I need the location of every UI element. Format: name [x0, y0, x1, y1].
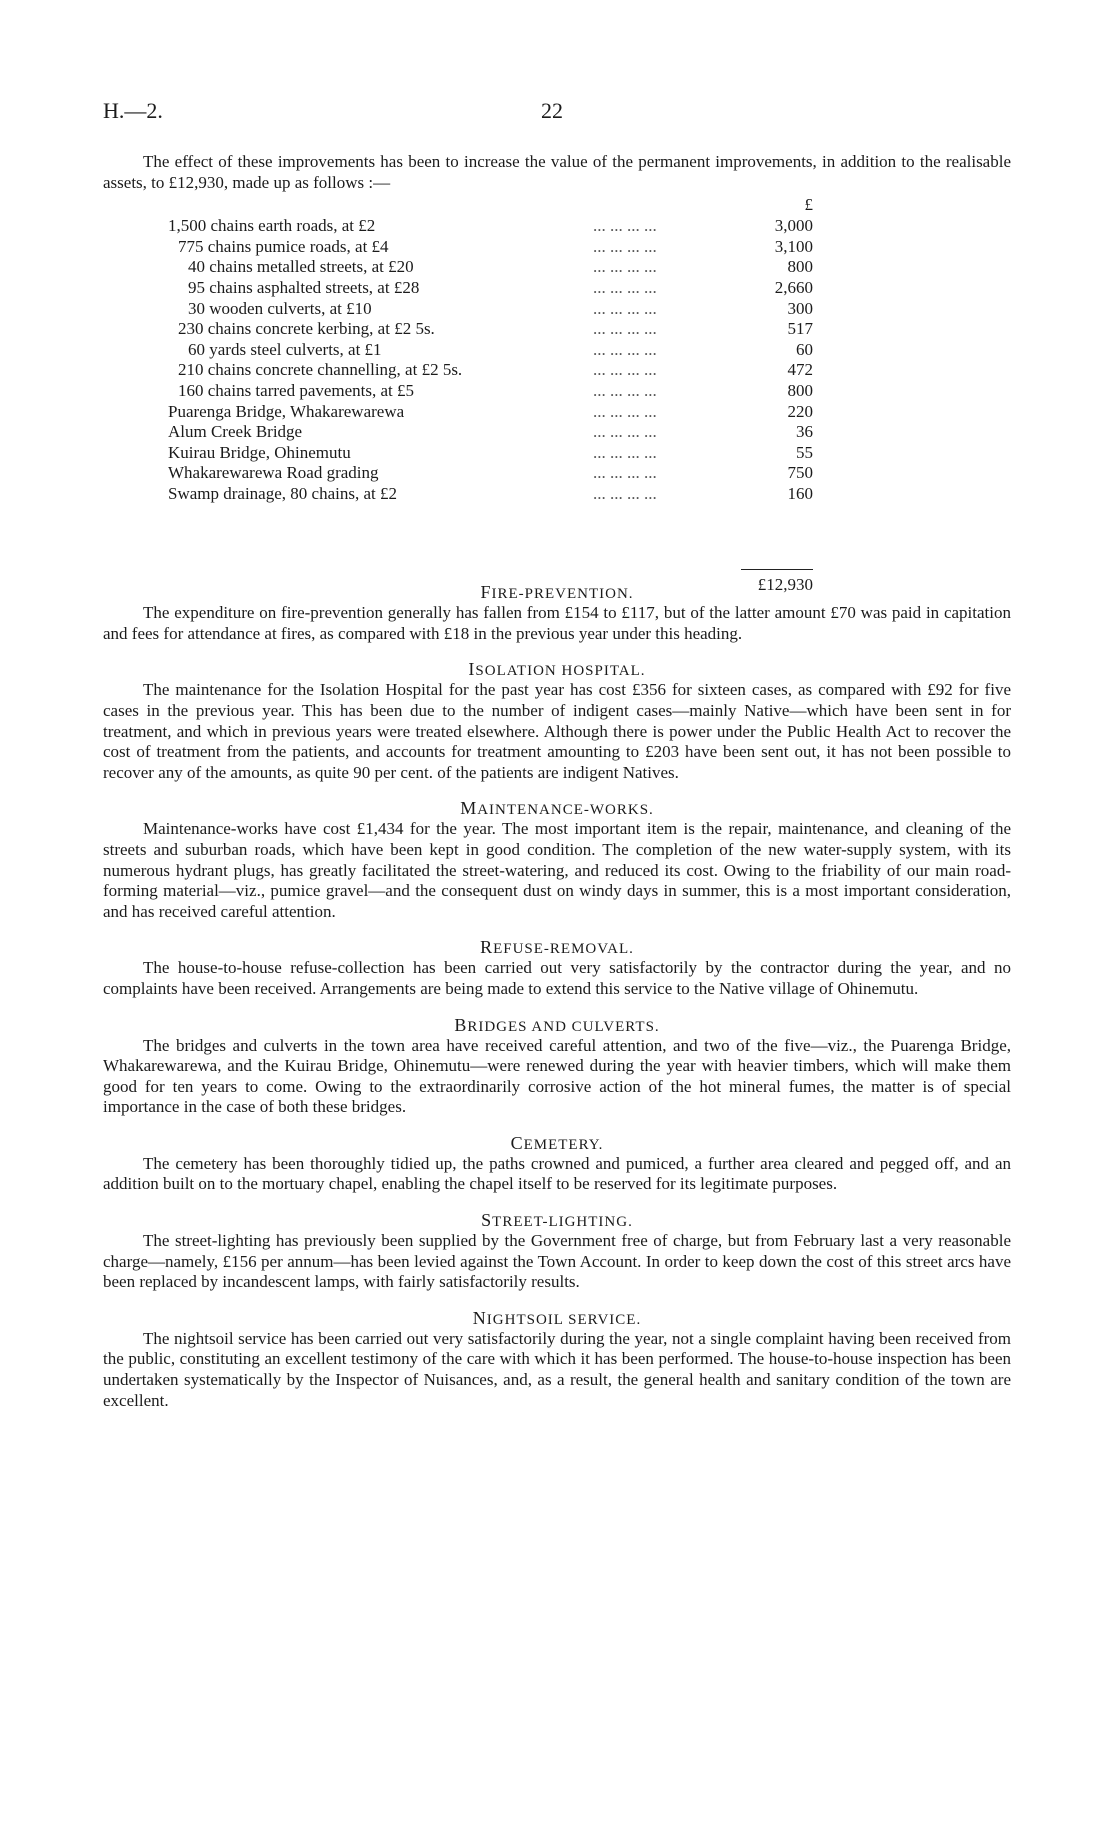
section-isolation-hospital	[103, 658, 1011, 783]
section-bridges-culverts	[103, 1014, 1011, 1118]
row-amount: 800	[787, 257, 813, 277]
intro-paragraph: The effect of these improvements has been to increase the value of the permanent improvements, in addition to the realisable assets, to £12,930, made up as follows :—	[103, 152, 1011, 192]
table-row	[103, 319, 1011, 340]
section-text: The cemetery has been thoroughly tidied up, the paths crowned and pumiced, a further area cleared and pegged off, and an addition built on to the mortuary chapel, enabling the chapel itself to be reserved for its legitimate purposes.	[103, 1153, 1011, 1194]
section-text: The maintenance for the Isolation Hospital for the past year has cost £356 for sixteen cases, as compared with £92 for five cases in the previous year. This has been due to the number of indigent cases—mainly Native—which have been sent in for treatment, and which in previous years were treated elsewhere. Although there is power under the Public Health Act to recover the cost of treatment from the patients, and accounts for treatment amounting to £203 have been sent out, it has not been possible to recover any of the amounts, as quite 90 per cent. of the patients are indigent Natives.	[103, 680, 1011, 782]
section-title: CEMETERY.	[510, 1132, 604, 1153]
table-row	[103, 360, 1011, 381]
currency-label: £	[804, 195, 813, 215]
section-text: The street-lighting has previously been supplied by the Government free of charge, but from February last a very reasonable charge—namely, £156 per annum—has been levied against the Town Account. In order to keep down the cost of this street arcs have been replaced by incandescent lamps, with fairly satisfactorily results.	[103, 1231, 1011, 1292]
row-amount: 36	[796, 422, 813, 442]
leader-dots: ... ... ... ...	[593, 298, 657, 318]
table-row	[103, 422, 1011, 443]
section-title: MAINTENANCE-WORKS.	[460, 798, 654, 819]
section-text: The expenditure on fire-prevention generally has fallen from £154 to £117, but of the latter amount £70 was paid in capitation and fees for attendance at fires, as compared with £18 in the previous year under this heading.	[103, 603, 1011, 643]
section-maintenance-works	[103, 797, 1011, 922]
section-title: STREET-LIGHTING.	[481, 1210, 633, 1231]
leader-dots: ... ... ... ...	[593, 277, 657, 297]
table-row	[103, 278, 1011, 299]
page-header	[103, 98, 983, 128]
leader-dots: ... ... ... ...	[593, 339, 657, 359]
table-row	[103, 463, 1011, 484]
section-title: ISOLATION HOSPITAL.	[468, 659, 646, 680]
row-label: 60 yards steel culverts, at £1	[188, 339, 382, 359]
row-amount: 55	[796, 442, 813, 462]
row-label: 30 wooden culverts, at £10	[188, 298, 372, 318]
row-amount: 220	[787, 401, 813, 421]
section-title: NIGHTSOIL SERVICE.	[472, 1307, 642, 1328]
section-fire-prevention	[103, 581, 1011, 644]
page-number: 22	[541, 98, 563, 123]
row-label: 230 chains concrete kerbing, at £2 5s.	[178, 319, 435, 339]
section-text: The nightsoil service has been carried out very satisfactorily during the year, not a single complaint having been received from the public, constituting an excellent testimony of the care with which it has been performed. The house-to-house inspection has been undertaken systematically by the Inspector of Nuisances, and, as a result, the general health and sanitary condition of the town are excellent.	[103, 1328, 1011, 1410]
table-rows	[103, 216, 1011, 504]
row-label: 95 chains asphalted streets, at £28	[188, 277, 420, 297]
section-text: Maintenance-works have cost £1,434 for the year. The most important item is the repair, maintenance, and cleaning of the streets and suburban roads, which have been kept in good condition. The completion of the new water-supply system, with its numerous hydrant plugs, has greatly facilitated the street-watering, and reduced its cost. Owing to the friability of our main road-forming material—viz., pumice gravel—and the consequent dust on windy days in summer, this is a most important consideration, and has received careful attention.	[103, 819, 1011, 921]
row-label: Kuirau Bridge, Ohinemutu	[168, 442, 351, 462]
row-amount: 300	[787, 298, 813, 318]
leader-dots: ... ... ... ...	[593, 483, 657, 503]
leader-dots: ... ... ... ...	[593, 319, 657, 339]
row-amount: 750	[787, 463, 813, 483]
table-row	[103, 402, 1011, 423]
leader-dots: ... ... ... ...	[593, 422, 657, 442]
table-total: £12,930	[757, 575, 813, 595]
table-row	[103, 237, 1011, 258]
row-label: Swamp drainage, 80 chains, at £2	[168, 483, 397, 503]
section-text: The house-to-house refuse-collection has been carried out very satisfactorily by the contractor during the year, and no complaints have been received. Arrangements are being made to extend this service to the Native village of Ohinemutu.	[103, 958, 1011, 998]
row-amount: 517	[787, 319, 813, 339]
leader-dots: ... ... ... ...	[593, 257, 657, 277]
table-row	[103, 484, 1011, 505]
section-nightsoil-service	[103, 1307, 1011, 1411]
row-amount: 160	[787, 483, 813, 503]
section-title: REFUSE-REMOVAL.	[480, 937, 634, 958]
row-label: 775 chains pumice roads, at £4	[178, 236, 389, 256]
row-label: 40 chains metalled streets, at £20	[188, 257, 414, 277]
table-row	[103, 381, 1011, 402]
document-reference: H.—2.	[103, 98, 163, 123]
row-label: Alum Creek Bridge	[168, 422, 303, 442]
section-text: The bridges and culverts in the town area have received careful attention, and two of the five—viz., the Puarenga Bridge, Whakarewarewa, and the Kuirau Bridge, Ohinemutu—were renewed during the year with heavier timbers, which will make them good for ten years to come. Owing to the extraordinarily corrosive action of the hot mineral fumes, the matter is of special importance in the case of both these bridges.	[103, 1035, 1011, 1117]
section-cemetery	[103, 1132, 1011, 1195]
table-row	[103, 299, 1011, 320]
row-amount: 3,100	[774, 236, 813, 256]
row-amount: 3,000	[774, 216, 813, 236]
table-row	[103, 340, 1011, 361]
table-row	[103, 443, 1011, 464]
leader-dots: ... ... ... ...	[593, 360, 657, 380]
table-row	[103, 216, 1011, 237]
leader-dots: ... ... ... ...	[593, 401, 657, 421]
section-title: BRIDGES AND CULVERTS.	[454, 1014, 660, 1035]
page-content	[103, 152, 1011, 1411]
row-label: Puarenga Bridge, Whakarewarewa	[168, 401, 405, 421]
row-amount: 2,660	[774, 277, 813, 297]
section-title: FIRE-PREVENTION.	[480, 582, 634, 603]
section-street-lighting	[103, 1209, 1011, 1293]
row-label: 1,500 chains earth roads, at £2	[168, 216, 376, 236]
leader-dots: ... ... ... ...	[593, 380, 657, 400]
leader-dots: ... ... ... ...	[593, 216, 657, 236]
row-label: 160 chains tarred pavements, at £5	[178, 380, 415, 400]
table-row	[103, 257, 1011, 278]
row-label: 210 chains concrete channelling, at £2 5s.	[178, 360, 463, 380]
leader-dots: ... ... ... ...	[593, 463, 657, 483]
leader-dots: ... ... ... ...	[593, 442, 657, 462]
row-label: Whakarewarewa Road grading	[168, 463, 379, 483]
row-amount: 60	[796, 339, 813, 359]
section-refuse-removal	[103, 936, 1011, 999]
row-amount: 800	[787, 380, 813, 400]
leader-dots: ... ... ... ...	[593, 236, 657, 256]
total-rule	[741, 569, 813, 570]
row-amount: 472	[787, 360, 813, 380]
